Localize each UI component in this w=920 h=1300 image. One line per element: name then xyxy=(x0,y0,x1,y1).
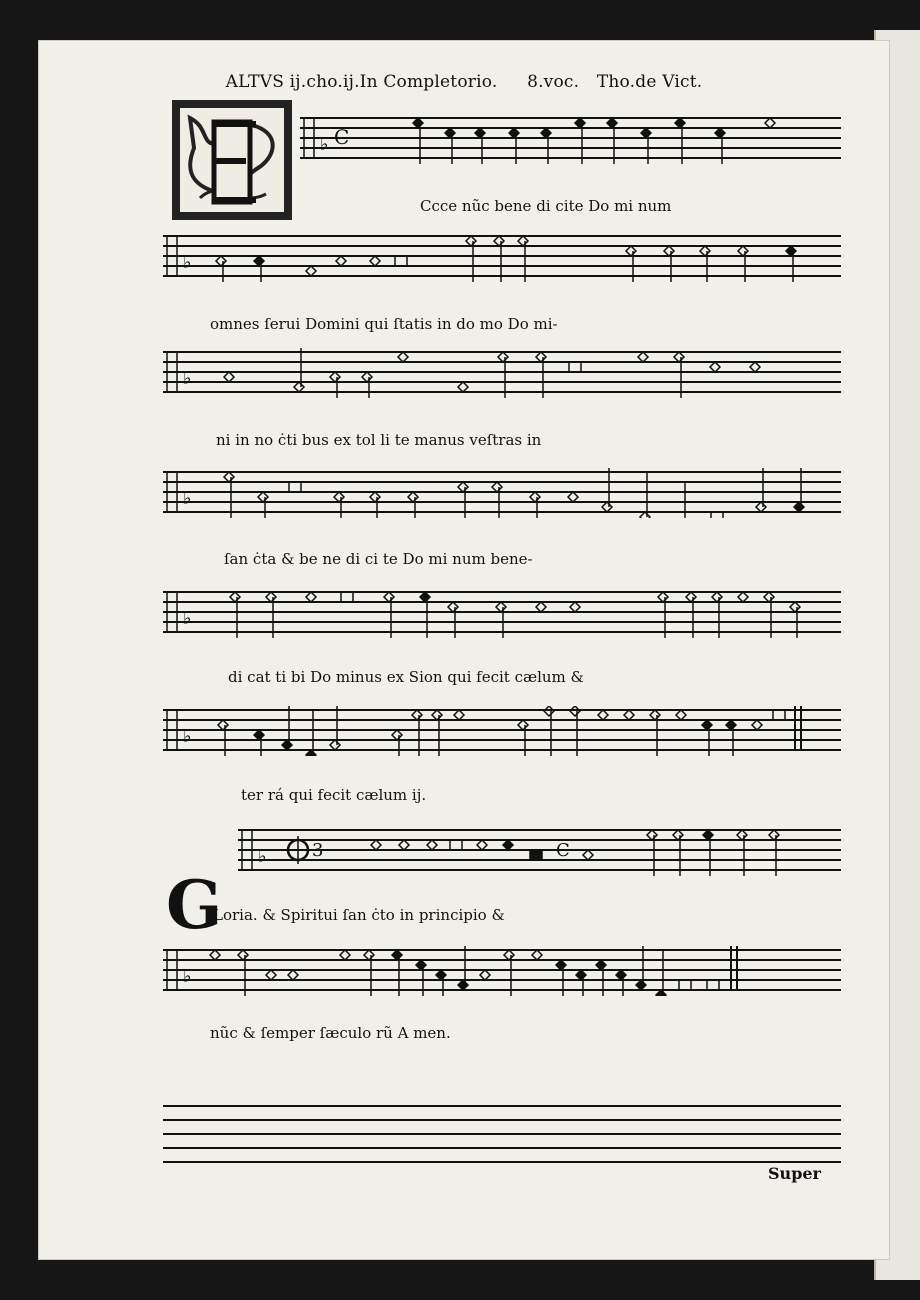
lyric-line-7: Loria. & Spiritui ſan ċto in principio & xyxy=(213,906,505,924)
lyric-line-8: nũc & ſemper ſæculo rũ A men. xyxy=(210,1024,451,1042)
svg-text:♭: ♭ xyxy=(258,846,267,867)
music-staff-5 xyxy=(163,588,841,638)
svg-text:♭: ♭ xyxy=(183,608,192,629)
music-staff-1 xyxy=(300,114,841,164)
svg-text:♭: ♭ xyxy=(320,134,329,155)
initial-g: G xyxy=(166,866,223,944)
lyric-line-1: Ccce nũc bene di cite Do mi num xyxy=(420,197,672,215)
music-staff-7 xyxy=(238,826,841,876)
svg-text:3: 3 xyxy=(312,840,324,861)
svg-text:♭: ♭ xyxy=(183,966,192,987)
composer-label: Tho.de Vict. xyxy=(596,72,703,92)
music-staff-8 xyxy=(163,946,841,996)
svg-text:C: C xyxy=(556,840,570,861)
svg-text:♭: ♭ xyxy=(183,726,192,747)
voice-part: ALTVS ij.cho.ij.In Completorio. xyxy=(225,72,498,92)
music-staff-6 xyxy=(163,706,841,756)
svg-text:♭: ♭ xyxy=(183,488,192,509)
svg-text:C: C xyxy=(334,125,350,149)
lyric-line-4: ſan ċta & be ne di ci te Do mi num bene- xyxy=(224,550,533,568)
empty-staff xyxy=(163,1102,841,1164)
lyric-line-2: omnes ſerui Domini qui ſtatis in do mo Do mi- xyxy=(210,315,558,333)
music-staff-4 xyxy=(163,468,841,518)
decorated-initial-e xyxy=(170,98,294,222)
score-page xyxy=(38,40,890,1260)
catchword: Super xyxy=(768,1164,821,1183)
page-header xyxy=(38,72,890,92)
svg-text:♭: ♭ xyxy=(183,368,192,389)
lyric-line-6: ter rá qui fecit cælum ij. xyxy=(241,786,427,804)
lyric-line-5: di cat ti bi Do minus ex Sion qui fecit cælum & xyxy=(228,668,584,686)
music-staff-2 xyxy=(163,232,841,282)
music-staff-3 xyxy=(163,348,841,398)
lyric-line-3: ni in no ċti bus ex tol li te manus veſtras in xyxy=(216,431,542,449)
voices-label: 8.voc. xyxy=(527,72,580,92)
svg-text:♭: ♭ xyxy=(183,252,192,273)
